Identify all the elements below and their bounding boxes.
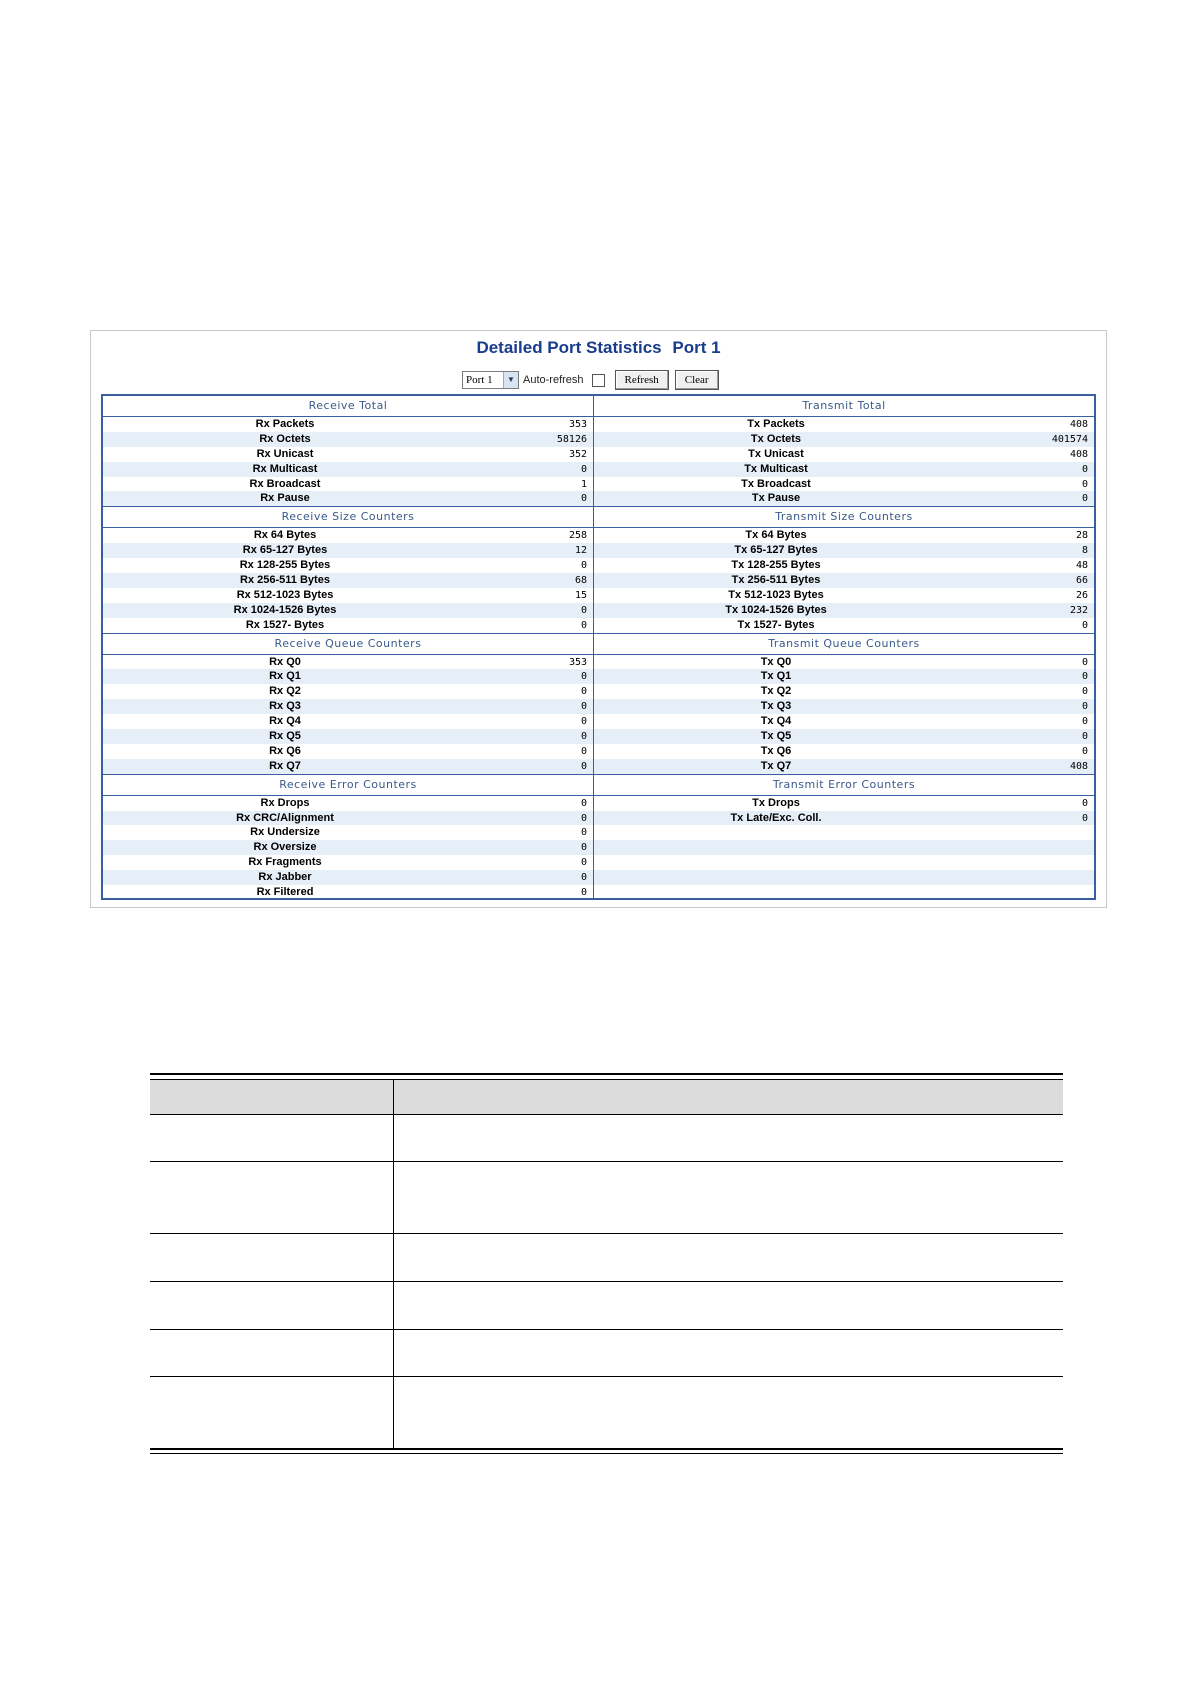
stat-value: 258 [568,530,587,542]
stat-label: Rx Q7 [269,759,301,772]
stat-label: Tx Q5 [760,730,792,743]
section-header: Transmit Total [594,396,1094,417]
auto-refresh-checkbox[interactable] [592,374,605,387]
toolbar [462,370,725,390]
stat-row [103,447,593,462]
stat-value: 353 [568,419,587,430]
stat-row [594,870,1094,885]
stat-label: Tx 65-127 Bytes [734,544,818,557]
table-header [150,1080,1063,1114]
stat-value: 0 [580,760,587,772]
stat-label: Tx Q7 [760,759,792,772]
stat-label: Tx Drops [752,796,800,809]
stat-label: Tx 1527- Bytes [737,618,815,631]
table-cell [394,1162,1063,1233]
stat-label: Rx Drops [260,796,310,809]
stat-row [103,840,593,855]
stat-value: 408 [1069,419,1088,430]
stat-value: 0 [580,671,587,683]
stat-row [594,432,1094,447]
stat-row [103,588,593,603]
stat-label: Tx Q4 [760,715,792,728]
stat-label: Rx CRC/Alignment [236,811,334,824]
stat-row [594,729,1094,744]
stat-label: Tx Octets [750,432,802,445]
table-row [150,1161,1063,1233]
port-select-value: Port 1 [466,374,493,386]
stat-row [594,573,1094,588]
stat-row [103,417,593,432]
stat-value: 0 [1081,478,1088,490]
stat-value: 408 [1069,448,1088,460]
stat-row [103,573,593,588]
stat-value: 26 [1075,589,1088,601]
table-cell [150,1234,394,1281]
table-cell [394,1330,1063,1376]
stat-row [594,811,1094,826]
stat-row [594,840,1094,855]
stat-row [594,588,1094,603]
stat-label: Tx Unicast [748,447,804,460]
table-row [150,1114,1063,1161]
stat-label: Rx Q4 [269,715,301,728]
stat-label: Rx Q3 [269,700,301,713]
stat-label: Tx 128-255 Bytes [731,559,821,572]
stat-label: Tx Broadcast [741,477,811,490]
section-header: Transmit Error Counters [594,774,1094,796]
stat-row [594,669,1094,684]
stat-row [594,744,1094,759]
stat-label: Rx Fragments [248,856,322,869]
stat-label: Rx 128-255 Bytes [239,559,331,572]
stat-label: Rx Octets [259,432,311,445]
stat-row [103,543,593,558]
stat-value: 408 [1069,760,1088,772]
stat-value: 0 [580,872,587,884]
stat-row [103,714,593,729]
stat-label: Rx Filtered [256,886,314,899]
stat-label: Rx Oversize [253,841,317,854]
table-cell [394,1115,1063,1161]
stat-row [594,417,1094,432]
stat-label: Tx Q2 [760,685,792,698]
stat-value: 0 [1081,686,1088,698]
table-cell [150,1330,394,1376]
stat-value: 0 [580,887,587,899]
stat-row [594,603,1094,618]
stat-label: Tx Q0 [760,655,792,668]
stat-label: Rx Q5 [269,730,301,743]
stat-label: Rx 256-511 Bytes [240,574,330,587]
table-row [150,1376,1063,1448]
stat-label: Tx 256-511 Bytes [731,574,821,587]
stat-row [103,729,593,744]
stat-label: Rx 1024-1526 Bytes [233,603,337,616]
stat-value: 12 [574,545,587,557]
stat-value: 0 [580,463,587,475]
port-select[interactable] [462,371,519,389]
page-title [91,338,1106,358]
section-header: Receive Total [103,396,593,417]
clear-button[interactable]: Clear [675,370,719,390]
stat-label: Rx Pause [260,492,310,505]
stat-row [103,432,593,447]
table-cell [150,1377,394,1448]
stat-value: 0 [580,827,587,839]
stat-label: Tx 1024-1526 Bytes [725,603,827,616]
stat-row [103,491,593,506]
chevron-down-icon[interactable]: ▼ [503,372,518,388]
stat-value: 0 [1081,671,1088,683]
table-bottom-rule [150,1448,1063,1454]
title-text: Detailed Port Statistics [476,338,662,357]
stat-value: 0 [580,731,587,743]
stat-value: 0 [580,560,587,572]
stat-row [103,684,593,699]
stat-label: Rx Multicast [252,462,318,475]
stat-row [103,885,593,900]
section-header: Transmit Size Counters [594,506,1094,528]
stat-row [594,855,1094,870]
stat-label: Rx Jabber [258,871,312,884]
stat-row [103,796,593,811]
statistics-table [101,394,1096,900]
table-row [150,1281,1063,1329]
stat-value: 0 [580,812,587,824]
stat-row [103,603,593,618]
stat-row [594,885,1094,900]
stat-value: 0 [580,686,587,698]
table-row [150,1329,1063,1376]
stat-row [103,870,593,885]
stat-row [594,699,1094,714]
stat-value: 66 [1075,575,1088,587]
stat-row [594,528,1094,543]
title-port: Port 1 [672,338,721,357]
stat-value: 0 [580,493,587,505]
description-table [150,1073,1063,1454]
header-cell-object [150,1080,394,1114]
stat-value: 0 [1081,701,1088,713]
refresh-button[interactable]: Refresh [615,370,669,390]
stat-label: Tx Q3 [760,700,792,713]
stat-row [103,669,593,684]
stat-value: 0 [1081,797,1088,809]
stat-value: 0 [1081,812,1088,824]
stat-label: Tx 512-1023 Bytes [728,588,824,601]
stat-row [594,714,1094,729]
stat-value: 352 [568,448,587,460]
stat-label: Rx 512-1023 Bytes [236,588,334,601]
stat-row [594,477,1094,492]
stat-row [594,759,1094,774]
stat-value: 68 [574,575,587,587]
stat-label: Tx Late/Exc. Coll. [730,811,822,824]
auto-refresh-label: Auto-refresh [523,374,584,386]
stat-label: Rx 65-127 Bytes [242,544,328,557]
stat-row [103,825,593,840]
stat-value: 0 [580,619,587,631]
port-statistics-panel [90,330,1107,908]
stat-row [594,491,1094,506]
stat-value: 0 [1081,463,1088,475]
stat-row [103,759,593,774]
table-cell [394,1377,1063,1448]
stat-row [103,744,593,759]
stat-row [103,618,593,633]
stat-row [103,558,593,573]
table-top-rule [150,1073,1063,1080]
stat-value: 401574 [1051,433,1088,445]
stat-label: Rx 64 Bytes [253,529,317,542]
section-header: Transmit Queue Counters [594,633,1094,655]
stat-value: 0 [1081,619,1088,631]
stat-value: 15 [574,589,587,601]
stat-label: Rx 1527- Bytes [245,618,325,631]
stat-value: 0 [580,716,587,728]
stat-label: Tx Packets [747,418,805,430]
stat-label: Tx Pause [751,492,801,505]
stat-label: Rx Packets [255,418,315,430]
stat-row [594,618,1094,633]
stat-value: 0 [1081,493,1088,505]
stat-label: Tx 64 Bytes [745,529,807,542]
stat-label: Rx Undersize [250,826,320,839]
stat-label: Rx Broadcast [249,477,321,490]
stat-value: 58126 [556,433,587,445]
stat-row [594,462,1094,477]
stat-value: 1 [580,478,587,490]
stat-label: Tx Q1 [760,670,792,683]
stat-row [103,655,593,670]
stat-value: 28 [1075,530,1088,542]
stat-value: 0 [1081,731,1088,743]
table-cell [150,1162,394,1233]
stat-row [594,447,1094,462]
table-cell [150,1115,394,1161]
receive-column [103,396,594,898]
stat-row [594,543,1094,558]
section-header: Receive Size Counters [103,506,593,528]
stat-row [103,855,593,870]
stat-label: Rx Unicast [256,447,314,460]
stat-row [594,558,1094,573]
stat-row [103,699,593,714]
stat-value: 0 [580,745,587,757]
stat-label: Rx Q6 [269,744,301,757]
stat-value: 8 [1081,545,1088,557]
stat-label: Rx Q1 [269,670,301,683]
stat-value: 0 [1081,745,1088,757]
stat-row [594,796,1094,811]
stat-label: Tx Q6 [760,744,792,757]
stat-row [594,684,1094,699]
stat-value: 0 [580,604,587,616]
stat-row [594,655,1094,670]
stat-row [103,462,593,477]
stat-value: 353 [568,656,587,668]
stat-label: Rx Q2 [269,685,301,698]
stat-value: 0 [580,701,587,713]
stat-value: 0 [580,842,587,854]
stat-row [103,811,593,826]
table-cell [150,1282,394,1329]
stat-label: Tx Multicast [744,462,808,475]
table-cell [394,1234,1063,1281]
stat-label: Rx Q0 [269,655,301,668]
table-row [150,1233,1063,1281]
stat-value: 232 [1069,604,1088,616]
table-cell [394,1282,1063,1329]
stat-row [594,825,1094,840]
stat-value: 0 [1081,656,1088,668]
stat-value: 0 [580,857,587,869]
transmit-column [594,396,1094,898]
stat-value: 48 [1075,560,1088,572]
section-header: Receive Error Counters [103,774,593,796]
stat-row [103,528,593,543]
stat-value: 0 [580,797,587,809]
section-header: Receive Queue Counters [103,633,593,655]
stat-value: 0 [1081,716,1088,728]
stat-row [103,477,593,492]
